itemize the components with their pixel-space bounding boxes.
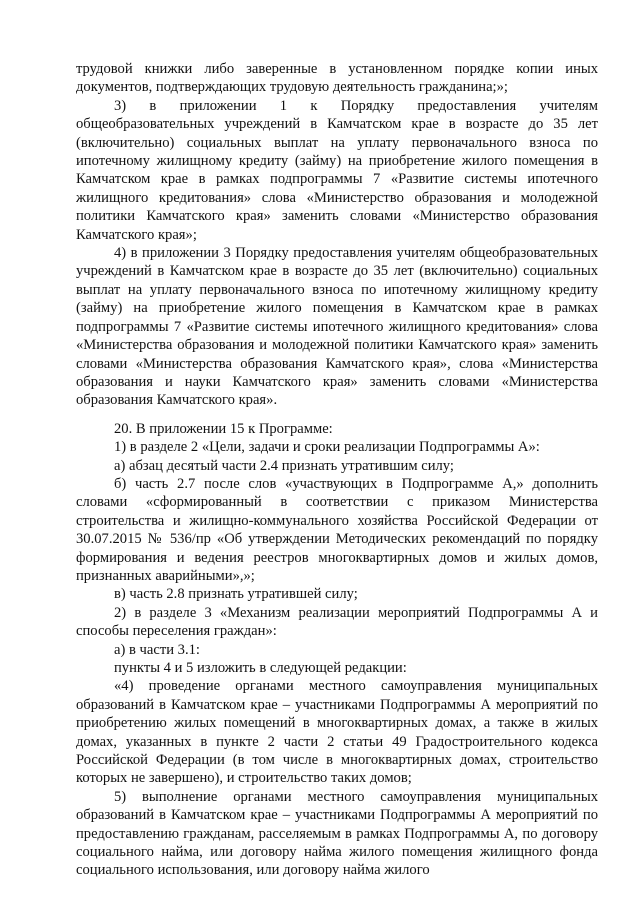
paragraph-subitem-v: в) часть 2.8 признать утратившей силу; [114, 586, 358, 603]
paragraph-point-5: 5) выполнение органами местного самоуправления муниципальных образований в Камчатском крае – участниками Подпрограммы А мероприятий по предоставлению гражданам, расселяемым в рамках Подпрограммы А, по договору социального найма, или договору найма жилого помещения жилищного фонда социального использования, или договору найма жилого [76, 788, 598, 879]
paragraph-subitem-a: а) абзац десятый части 2.4 признать утратившим силу; [114, 457, 454, 474]
paragraph-item-1: 1) в разделе 2 «Цели, задачи и сроки реализации Подпрограммы А»: [114, 439, 540, 456]
paragraph-subitem-b: б) часть 2.7 после слов «участвующих в Подпрограмме А,» дополнить словами «сформированный в соответствии с приказом Министерства строительства и жилищно-коммунального хозяйства Российской Федерации от 30.07.2015 № 536/пр «Об утверждении Методических рекомендаций по порядку формирования и ведения реестров многоквартирных домов и жилых домов, признанных аварийными»,»; [76, 475, 598, 584]
paragraph-continuation: трудовой книжки либо заверенные в установленном порядке копии иных документов, подтверждающих трудовую деятельность гражданина;»; [76, 61, 598, 96]
paragraph-point-4: «4) проведение органами местного самоуправления муниципальных образований в Камчатском крае – участниками Подпрограммы А мероприятий по приобретению жилых помещений в многоквартирных домах, а также в жилых домах, указанных в пункте 2 части 2 статьи 49 Градостроительного кодекса Российской Федерации (в том числе в многоквартирных домах, строительство которых не завершено), и строительство таких домов; [76, 678, 598, 787]
paragraph-item-4: 4) в приложении 3 Порядку предоставления учителям общеобразовательных учреждений в Камчатском крае в возрасте до 35 лет (включительно) социальных выплат на уплату первоначального взноса по ипотечному жилищному кредиту (займу) на приобретение жилого помещения в Камчатском крае в рамках подпрограммы 7 «Развитие системы ипотечного жилищного кредитования» слова «Министерства образования и молодежной политики Камчатского края» заменить словами «Министерства образования Камчатского края», слова «Министерства образования и науки Камчатского края» заменить словами «Министерства образования Камчатского края». [76, 245, 598, 409]
paragraph-subitem-a-3-1: а) в части 3.1: [114, 641, 200, 658]
document-page [76, 60, 598, 880]
section-20-heading: 20. В приложении 15 к Программе: [114, 420, 333, 437]
paragraph-item-3: 3) в приложении 1 к Порядку предоставления учителям общеобразовательных учреждений в Камчатском крае в возрасте до 35 лет (включительно) социальных выплат на уплату первоначального взноса по ипотечному жилищному кредиту (займу) на приобретение жилого помещения в Камчатском крае в рамках подпрограммы 7 «Развитие системы ипотечного жилищного кредитования» слова «Министерство образования и молодежной политики Камчатского края» заменить словами «Министерство образования Камчатского края»; [76, 97, 598, 243]
paragraph-item-2: 2) в разделе 3 «Механизм реализации мероприятий Подпрограммы А и способы переселения граждан»: [76, 604, 598, 640]
paragraph-points-4-5: пункты 4 и 5 изложить в следующей редакции: [114, 660, 407, 676]
